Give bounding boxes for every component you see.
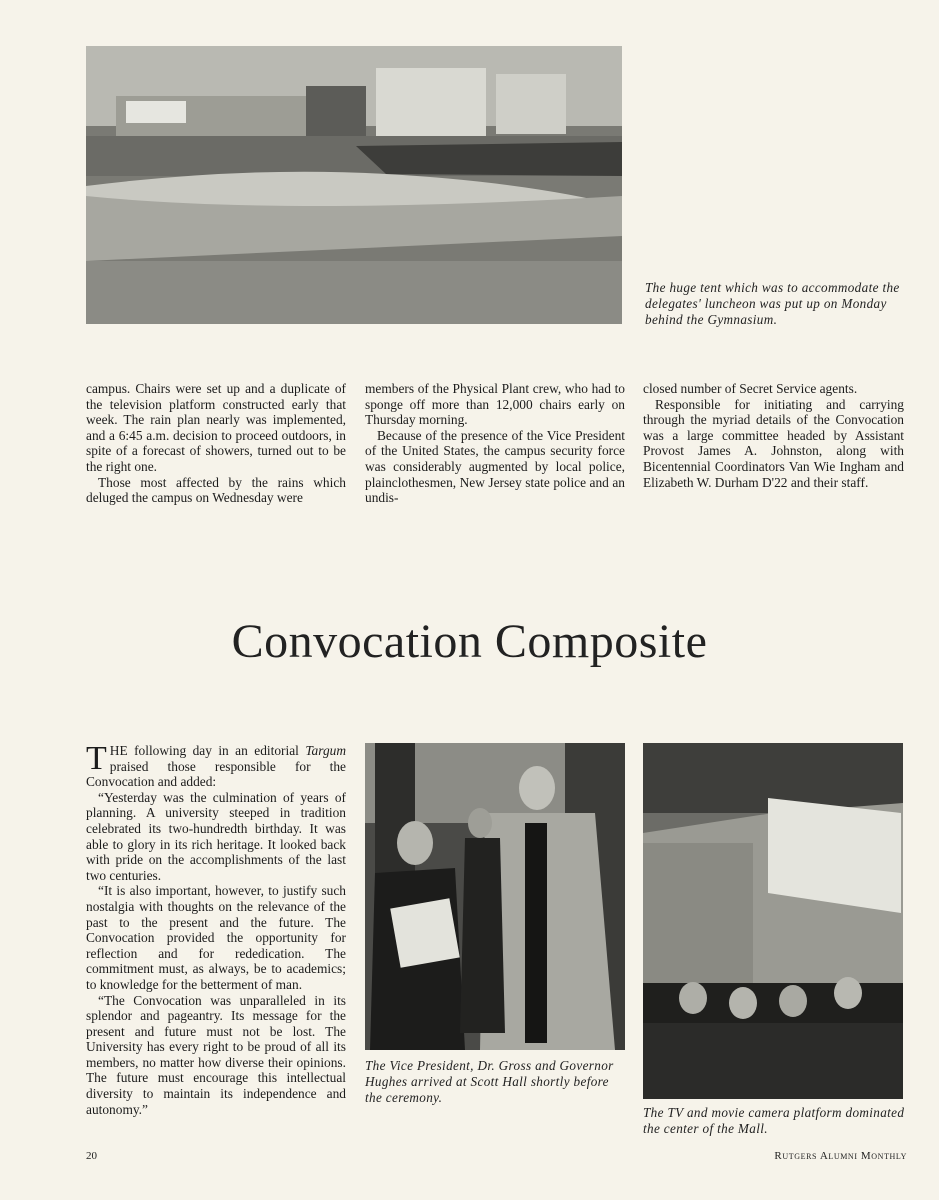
- page-number: 20: [86, 1150, 97, 1162]
- article-lead-paragraph: [86, 740, 346, 790]
- vice-president-photo-caption: The Vice President, Dr. Gross and Governor Hughes arrived at Scott Hall shortly before the ceremony.: [365, 1058, 614, 1105]
- paragraph: Because of the presence of the Vice President of the United States, the campus security force was considerably augmented by local police, plainclothesmen, New Jersey state police and an undis-: [365, 427, 625, 506]
- top-column-2: [365, 381, 625, 506]
- targum-title: Targum: [305, 743, 346, 758]
- lead-text-continued: praised those responsible for the Convocation and added:: [86, 758, 346, 790]
- top-column-1: [86, 381, 346, 506]
- paragraph: “The Convocation was unparalleled in its splendor and pageantry. Its message for the present and future must not be lost. The University has every right to be proud of all its members, no matter how diverse their opinions. The future must encourage this intellectual diversity to maintain its independence and autonomy.”: [86, 992, 346, 1117]
- paragraph: members of the Physical Plant crew, who had to sponge off more than 12,000 chairs early on Thursday morning.: [365, 381, 625, 428]
- lead-text: HE following day in an editorial: [109, 743, 306, 758]
- tent-photo: [86, 46, 622, 324]
- vice-president-photo: [365, 743, 625, 1050]
- camera-platform-photo: [643, 743, 903, 1099]
- page-title: Convocation Composite: [231, 615, 708, 668]
- camera-platform-photo-caption: The TV and movie camera platform dominated the center of the Mall.: [643, 1105, 905, 1136]
- drop-cap: T: [86, 740, 107, 777]
- paragraph: closed number of Secret Service agents.: [643, 381, 858, 396]
- publication-name: Rutgers Alumni Monthly: [774, 1150, 907, 1162]
- paragraph: “Yesterday was the culmination of years of planning. A university steeped in tradition celebrated its two-hundredth birthday. It was able to glory in its rich heritage. It looked back with pride on the accomplishments of the last two centuries.: [86, 789, 346, 883]
- paragraph: Those most affected by the rains which deluged the campus on Wednesday were: [86, 474, 346, 506]
- top-column-3: [643, 381, 904, 490]
- tent-photo-caption: The huge tent which was to accommodate the delegates' luncheon was put up on Monday behind the Gymnasium.: [645, 280, 900, 327]
- paragraph: campus. Chairs were set up and a duplicate of the television platform constructed early that week. The rain plan nearly was implemented, and a 6:45 a.m. decision to proceed outdoors, in spite of a forecast of showers, turned out to be the right one.: [86, 381, 346, 474]
- paragraph: “It is also important, however, to justify such nostalgia with thoughts on the relevance of the past to the present and the future. The Convocation provided the opportunity for reflection and for rededication. The commitment must, as always, be to academics; to knowledge for the betterment of man.: [86, 883, 346, 992]
- article-column: [86, 740, 346, 1117]
- paragraph: Responsible for initiating and carrying through the myriad details of the Convocation was a large committee headed by Assistant Provost James A. Johnston, along with Bicentennial Coordinators Van Wie Ingham and Elizabeth W. Durham D'22 and their staff.: [643, 396, 904, 490]
